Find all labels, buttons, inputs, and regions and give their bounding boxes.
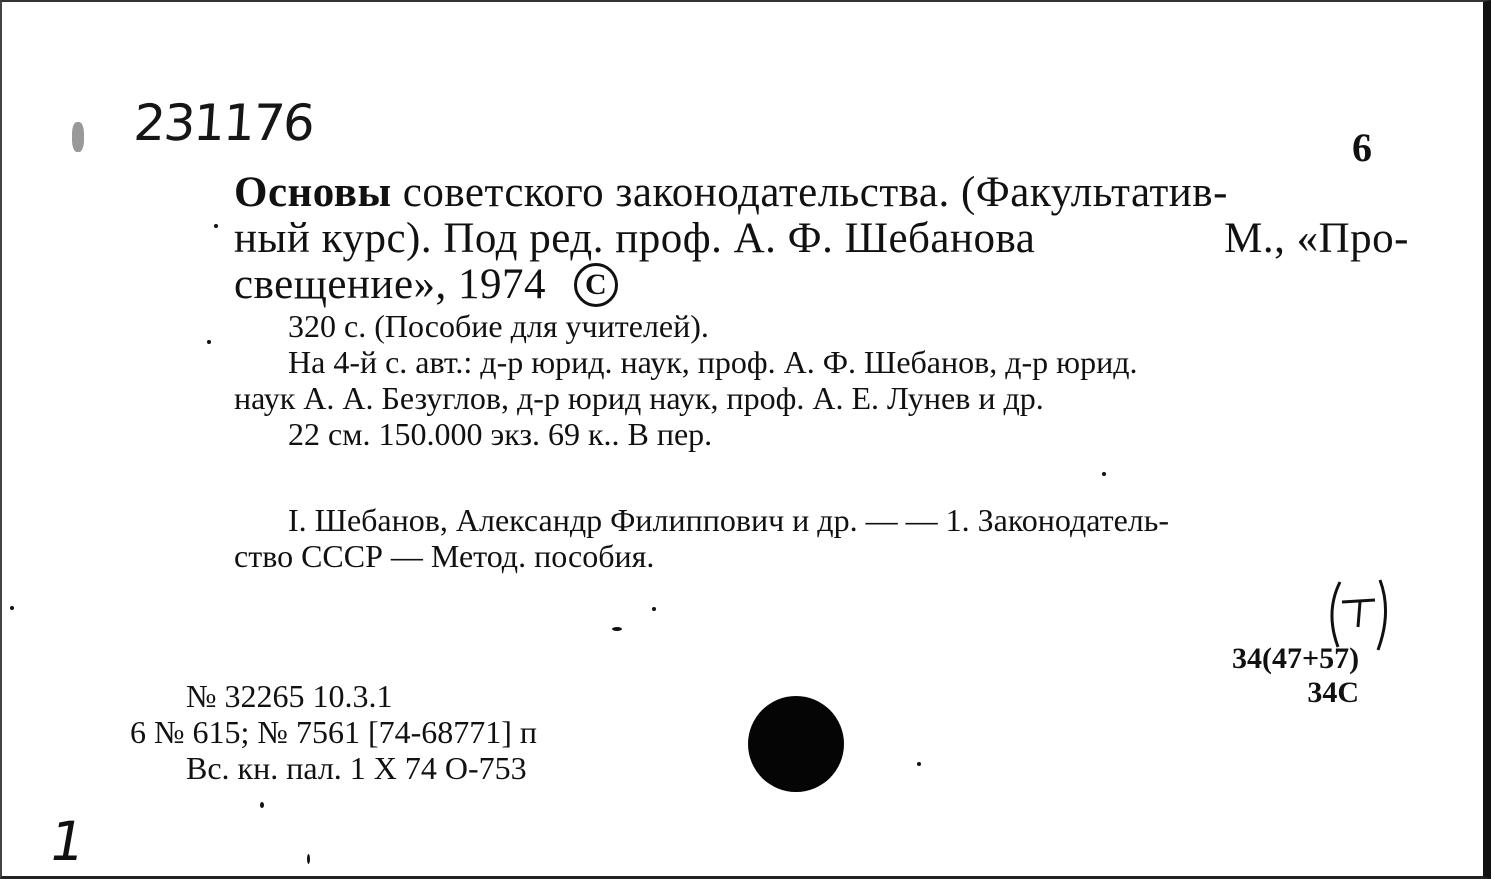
- copyright-icon: C: [574, 263, 618, 307]
- catalog-line-1: № 32265 10.3.1: [186, 678, 393, 714]
- title-line-2-left: ный курс). Под ред. проф. А. Ф. Шебанова: [234, 215, 1036, 262]
- speck: [207, 340, 211, 344]
- heading-line-2: ство СССР — Метод. пособия.: [234, 538, 655, 574]
- handwritten-mark-icon: [1320, 572, 1390, 652]
- punch-hole: [748, 696, 844, 792]
- classification-line-1: 34(47+57): [1232, 642, 1360, 675]
- speck: [1102, 472, 1106, 476]
- catalog-line-3: Вс. кн. пал. 1 Х 74 О-753: [186, 750, 527, 786]
- title-bold-word: Основы: [234, 169, 392, 216]
- speck: [917, 762, 921, 766]
- title-line-1-rest: советского законодательства. (Факультатив-: [391, 169, 1228, 216]
- speck: [612, 627, 622, 631]
- title-line-1: [234, 170, 1409, 216]
- title-line-3: [234, 262, 1409, 308]
- format-line: 22 см. 150.000 экз. 69 к.. В пер.: [288, 416, 713, 452]
- catalog-numbers: [130, 678, 537, 786]
- authors-line-2: наук А. А. Безуглов, д-р юрид наук, проф. А. Е. Лунев и др.: [234, 380, 1044, 416]
- corner-number: 6: [1352, 125, 1372, 170]
- speck: [214, 224, 218, 228]
- speck: [10, 606, 14, 610]
- accession-number: 231176: [131, 94, 315, 152]
- title-line-2-right: М., «Про-: [1224, 215, 1409, 262]
- speck: [307, 854, 310, 864]
- heading-line-1: I. Шебанов, Александр Филиппович и др. — — 1. Законодатель-: [288, 502, 1169, 538]
- authors-line-1: На 4-й с. авт.: д-р юрид. наук, проф. А. Ф. Шебанов, д-р юрид.: [288, 344, 1138, 380]
- subject-headings: [234, 502, 1409, 574]
- title-block: [234, 170, 1409, 308]
- description-block: [234, 308, 1409, 452]
- speck: [652, 607, 656, 611]
- speck: [260, 802, 264, 808]
- publisher-year: свещение», 1974: [234, 261, 547, 308]
- catalog-line-2: 6 № 615; № 7561 [74-68771] п: [130, 714, 538, 750]
- handwritten-number: 1: [44, 810, 90, 873]
- title-line-2: [234, 216, 1409, 262]
- classification-line-2: 34С: [1307, 676, 1360, 709]
- speck: [72, 122, 84, 152]
- classification-block: [1232, 642, 1359, 710]
- pages-line: 320 с. (Пособие для учителей).: [288, 308, 709, 344]
